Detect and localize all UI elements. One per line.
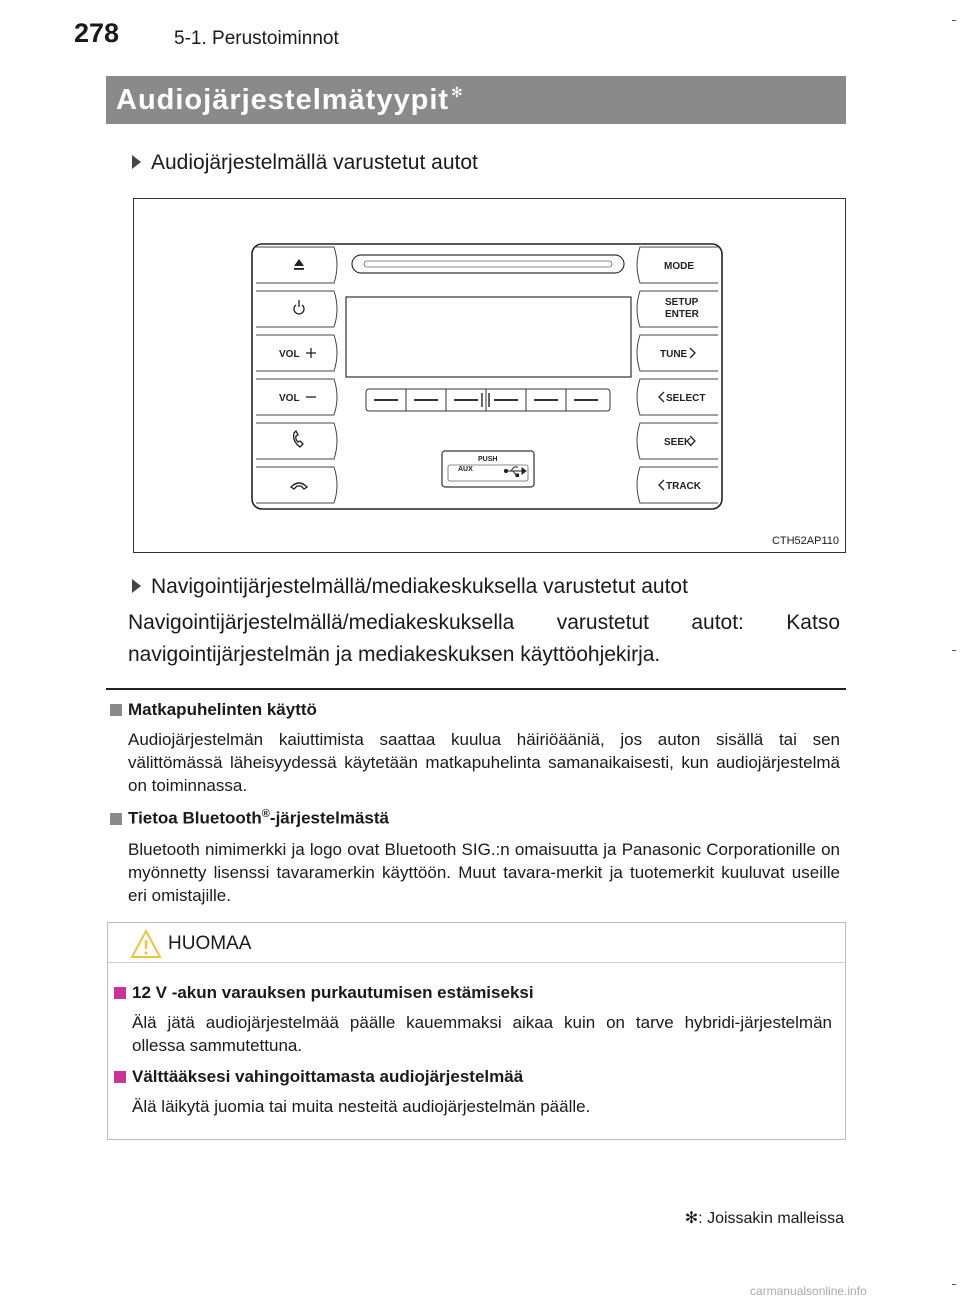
note-heading-text: Matkapuhelinten käyttö: [128, 700, 317, 719]
audio-unit-illustration: [134, 199, 845, 552]
breadcrumb: 5-1. Perustoiminnot: [174, 28, 339, 49]
setup-label: SETUP: [665, 297, 699, 308]
subheading-audio-text: Audiojärjestelmällä varustetut autot: [151, 151, 478, 174]
tune-label: TUNE: [660, 349, 688, 360]
caution-item-heading: [114, 1067, 523, 1087]
track-label: TRACK: [666, 481, 701, 492]
caution-item-heading-text: Välttääksesi vahingoittamasta audiojärjestelmää: [132, 1067, 524, 1086]
triangle-bullet-icon: [132, 579, 141, 593]
edge-mark: [952, 650, 956, 651]
caution-item-body: Älä jätä audiojärjestelmää päälle kauemmaksi aikaa kuin on tarve hybridi-järjestelmän ollessa sammutettuna.: [132, 1013, 832, 1055]
section-title: [116, 84, 464, 117]
footnote-text: : Joissakin malleissa: [698, 1210, 844, 1227]
subheading-audio: [132, 151, 478, 175]
square-bullet-icon: [114, 1071, 126, 1083]
section-title-bar: [106, 76, 846, 124]
asterisk-mark: ✻: [684, 1210, 699, 1227]
note-heading-text: Tietoa Bluetooth: [128, 808, 262, 828]
triangle-bullet-icon: [132, 155, 141, 169]
note-body: Audiojärjestelmän kaiuttimista saattaa kuulua häiriöääniä, jos auton sisällä tai sen välittömässä läheisyydessä käytetään matkapuhelinta samanaikaisesti, kun audiojärjestelmä on toiminnassa.: [128, 730, 840, 795]
note-heading: [110, 808, 389, 829]
enter-label: ENTER: [665, 309, 699, 320]
note-body: Bluetooth nimimerkki ja logo ovat Bluetooth SIG.:n omaisuutta ja Panasonic Corporationille on myönnetty lisenssi tavaramerkin käyttöön. Muut tavara-merkit ja tuotemerkit kuuluvat useille eri omistajille.: [128, 840, 840, 905]
square-bullet-icon: [110, 813, 122, 825]
registered-mark: ®: [261, 808, 270, 820]
vol-up-label: VOL: [279, 349, 300, 360]
caution-header: [108, 923, 845, 963]
asterisk-mark: ✻: [451, 84, 464, 100]
caution-box: [107, 922, 846, 1140]
subheading-navi: [132, 575, 688, 599]
caution-title: HUOMAA: [168, 933, 252, 954]
footnote: [685, 1208, 844, 1228]
warning-icon: [130, 929, 162, 959]
seek-label: SEEK: [664, 437, 692, 448]
port-push-label: PUSH: [478, 456, 498, 463]
watermark: carmanualsonline.info: [750, 1284, 867, 1298]
square-bullet-icon: [114, 987, 126, 999]
square-bullet-icon: [110, 704, 122, 716]
port-aux-label: AUX: [458, 466, 473, 473]
figure-code: CTH52AP110: [771, 535, 839, 547]
audio-unit-figure: [133, 198, 846, 553]
subheading-navi-text: Navigointijärjestelmällä/mediakeskuksella varustetut autot: [151, 575, 688, 598]
select-label: SELECT: [666, 393, 706, 404]
divider: [106, 688, 846, 690]
caution-item-heading: [114, 983, 534, 1003]
edge-mark: [952, 20, 956, 21]
page-number: 278: [74, 18, 120, 48]
vol-down-label: VOL: [279, 393, 300, 404]
note-heading-suffix: -järjestelmästä: [269, 808, 389, 828]
note-heading: [110, 700, 317, 720]
caution-item-body: Älä läikytä juomia tai muita nesteitä audiojärjestelmän päälle.: [132, 1097, 591, 1116]
mode-label: MODE: [664, 261, 694, 272]
caution-item-heading-text: 12 V -akun varauksen purkautumisen estämiseksi: [132, 983, 534, 1002]
edge-mark: [952, 1284, 956, 1285]
section-title-text: Audiojärjestelmätyypit: [116, 84, 450, 116]
navi-paragraph: Navigointijärjestelmällä/mediakeskuksella varustetut autot: Katso navigointijärjestelmän ja mediakeskuksen käyttöohjekirja.: [128, 611, 840, 666]
